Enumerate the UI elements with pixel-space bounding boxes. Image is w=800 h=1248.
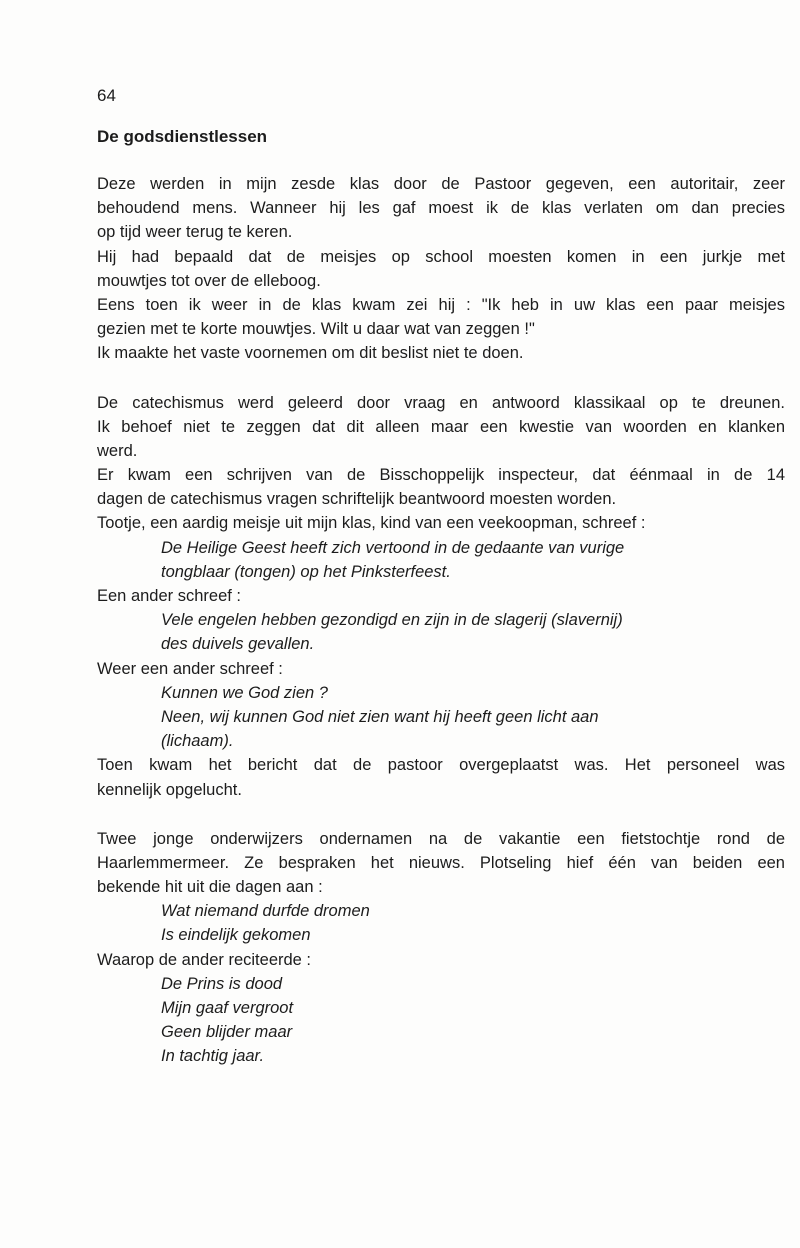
body-text bbox=[97, 172, 785, 1069]
text-line: Twee jonge onderwijzers ondernamen na de vakantie een fietstochtje rond de bbox=[97, 829, 785, 848]
paragraph bbox=[97, 172, 785, 366]
quoted-line: Kunnen we God zien ? bbox=[161, 683, 328, 702]
paragraph-gap bbox=[97, 366, 785, 391]
quoted-line: (lichaam). bbox=[161, 732, 234, 751]
text-line: mouwtjes tot over de elleboog. bbox=[97, 271, 321, 290]
text-line: Deze werden in mijn zesde klas door de Pastoor gegeven, een autoritair, zeer bbox=[97, 175, 785, 193]
text-line: Eens toen ik weer in de klas kwam zei hij : "Ik heb in uw klas een paar meisjes bbox=[97, 295, 785, 314]
text-line: dagen de catechismus vragen schriftelijk beantwoord moesten worden. bbox=[97, 490, 617, 509]
text-line: Haarlemmermeer. Ze bespraken het nieuws. Plotseling hief één van beiden een bbox=[97, 853, 785, 872]
text-line: Hij had bepaald dat de meisjes op school moesten komen in een jurkje met bbox=[97, 247, 785, 266]
text-line: Ik maakte het vaste voornemen om dit beslist niet te doen. bbox=[97, 344, 524, 363]
text-line: Weer een ander schreef : bbox=[97, 659, 283, 678]
text-line: kennelijk opgelucht. bbox=[97, 780, 242, 799]
quoted-line: De Prins is dood bbox=[161, 974, 283, 993]
text-line: werd. bbox=[97, 441, 138, 460]
text-line: Toen kwam het bericht dat de pastoor overgeplaatst was. Het personeel was bbox=[97, 756, 785, 775]
paragraph bbox=[97, 827, 785, 1069]
text-line: De catechismus werd geleerd door vraag en antwoord klassikaal op te dreunen. bbox=[97, 393, 785, 412]
quoted-line: des duivels gevallen. bbox=[161, 635, 315, 654]
text-line: bekende hit uit die dagen aan : bbox=[97, 878, 323, 897]
text-line: Ik behoef niet te zeggen dat dit alleen maar een kwestie van woorden en klanken bbox=[97, 417, 785, 436]
quoted-line: In tachtig jaar. bbox=[161, 1047, 265, 1066]
quoted-line: De Heilige Geest heeft zich vertoond in de gedaante van vurige bbox=[161, 538, 625, 557]
quoted-line: Mijn gaaf vergroot bbox=[161, 999, 294, 1017]
quoted-line: Wat niemand durfde dromen bbox=[161, 902, 370, 921]
page-number: 64 bbox=[97, 86, 116, 105]
quoted-line: Geen blijder maar bbox=[161, 1023, 293, 1042]
text-line: behoudend mens. Wanneer hij les gaf moest ik de klas verlaten om dan precies bbox=[97, 199, 785, 218]
text-line: gezien met te korte mouwtjes. Wilt u daar wat van zeggen !" bbox=[97, 320, 535, 339]
text-line: Een ander schreef : bbox=[97, 587, 242, 605]
quoted-line: Neen, wij kunnen God niet zien want hij heeft geen licht aan bbox=[161, 707, 599, 726]
quoted-line: tongblaar (tongen) op het Pinksterfeest. bbox=[161, 562, 451, 581]
paragraph-gap bbox=[97, 802, 785, 827]
text-line: op tijd weer terug te keren. bbox=[97, 223, 293, 242]
text-line: Waarop de ander reciteerde : bbox=[97, 950, 312, 969]
text-line: Tootje, een aardig meisje uit mijn klas, kind van een veekoopman, schreef : bbox=[97, 514, 646, 533]
quoted-line: Is eindelijk gekomen bbox=[161, 926, 311, 945]
text-line: Er kwam een schrijven van de Bisschoppelijk inspecteur, dat éénmaal in de 14 bbox=[97, 466, 785, 485]
section-title: De godsdienstlessen bbox=[97, 127, 268, 146]
quoted-line: Vele engelen hebben gezondigd en zijn in de slagerij (slavernij) bbox=[161, 611, 623, 630]
paragraph bbox=[97, 391, 785, 802]
